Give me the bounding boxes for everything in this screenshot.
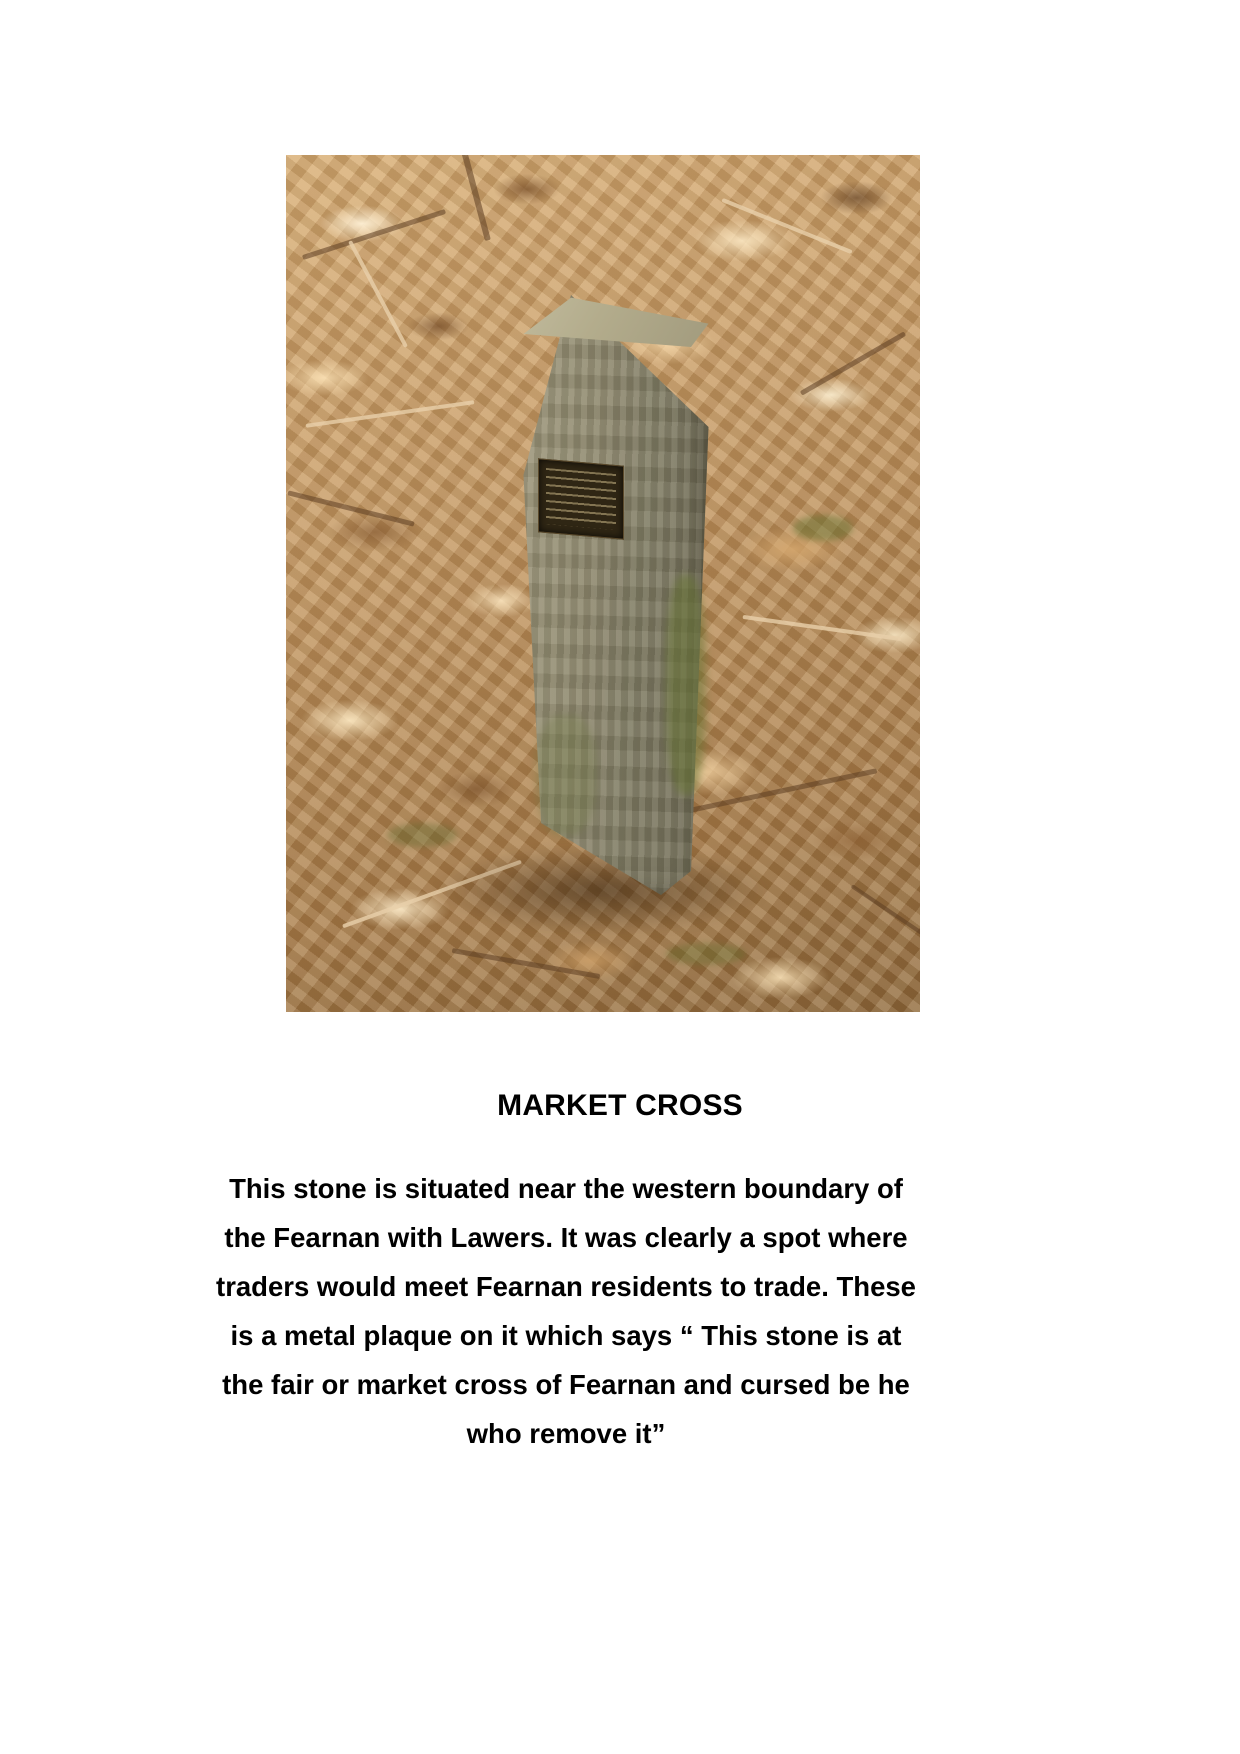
twig bbox=[850, 884, 920, 938]
caption-body-text: This stone is situated near the western boundary of the Fearnan with Lawers. It was clearly a spot where traders would meet Fearnan residents to trade. These is a metal plaque on it which says “ This stone is at the fair or market cross of Fearnan and cursed be he who remove it” bbox=[216, 1172, 916, 1449]
twig bbox=[348, 240, 408, 348]
twig bbox=[460, 155, 492, 241]
stone-plaque bbox=[538, 458, 624, 540]
twig bbox=[721, 197, 852, 253]
moss-patch bbox=[387, 823, 457, 847]
stone-moss-streak bbox=[536, 715, 596, 835]
moss-patch bbox=[666, 943, 746, 965]
twig bbox=[681, 768, 878, 814]
moss-patch bbox=[793, 515, 853, 541]
twig bbox=[306, 400, 475, 428]
page-title: MARKET CROSS bbox=[497, 1089, 743, 1123]
twig bbox=[452, 948, 601, 979]
twig bbox=[800, 331, 906, 395]
market-cross-photo bbox=[286, 155, 920, 1012]
forest-floor-background bbox=[286, 155, 920, 1012]
twig bbox=[302, 209, 446, 260]
twig bbox=[287, 491, 414, 527]
twig bbox=[743, 615, 902, 641]
stone-moss-streak bbox=[666, 575, 706, 795]
plaque-inscription-lines bbox=[546, 468, 616, 530]
